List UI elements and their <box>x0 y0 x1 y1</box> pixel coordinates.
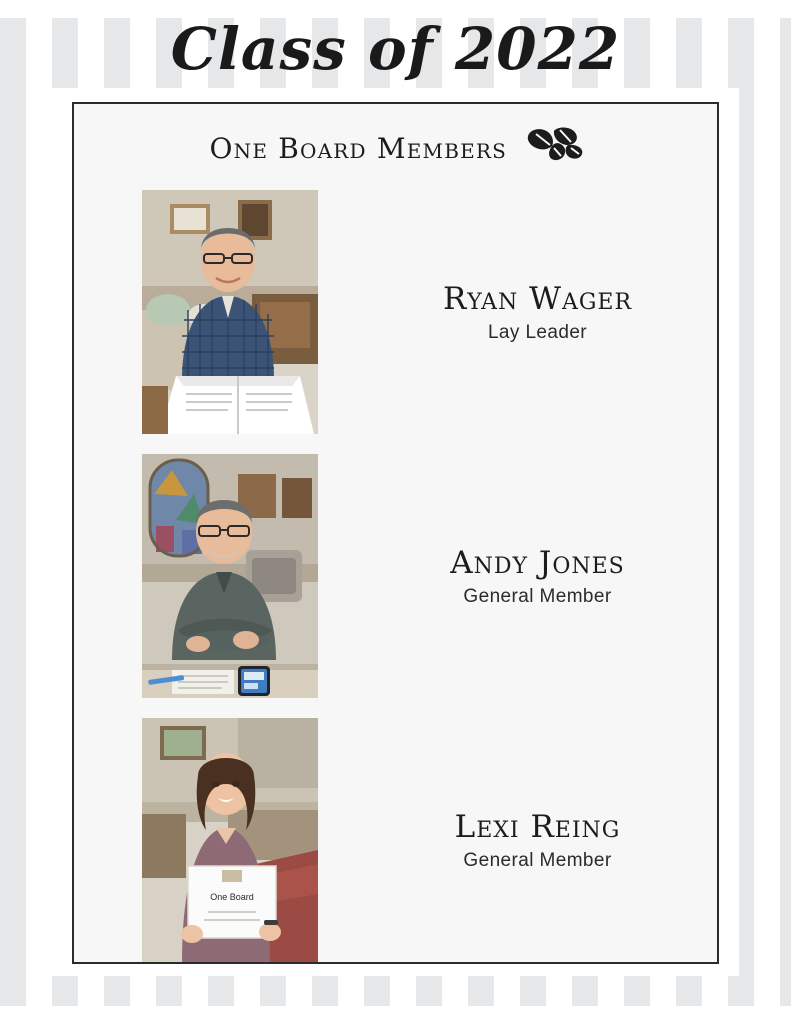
member-role: General Member <box>463 850 612 871</box>
member-info <box>354 718 721 962</box>
member-role: General Member <box>463 586 612 607</box>
butterfly-logo-icon <box>524 126 586 167</box>
bottom-white-band <box>0 1006 791 1024</box>
members-card <box>72 102 719 964</box>
member-photo <box>142 454 318 698</box>
page-title: Class of 2022 <box>170 15 621 83</box>
members-list <box>74 190 721 982</box>
member-photo <box>142 190 318 434</box>
list-item <box>74 718 721 962</box>
member-name: Ryan Wager <box>442 281 633 317</box>
list-item <box>74 190 721 434</box>
member-photo <box>142 718 318 962</box>
member-info <box>354 190 721 434</box>
svg-text:One Board: One Board <box>210 892 254 902</box>
member-info <box>354 454 721 698</box>
card-header <box>74 128 721 169</box>
member-name: Andy Jones <box>450 545 625 581</box>
member-role: Lay Leader <box>487 322 588 343</box>
list-item <box>74 454 721 698</box>
member-name: Lexi Reing <box>454 809 621 845</box>
card-header-label: One Board Members <box>209 132 508 165</box>
